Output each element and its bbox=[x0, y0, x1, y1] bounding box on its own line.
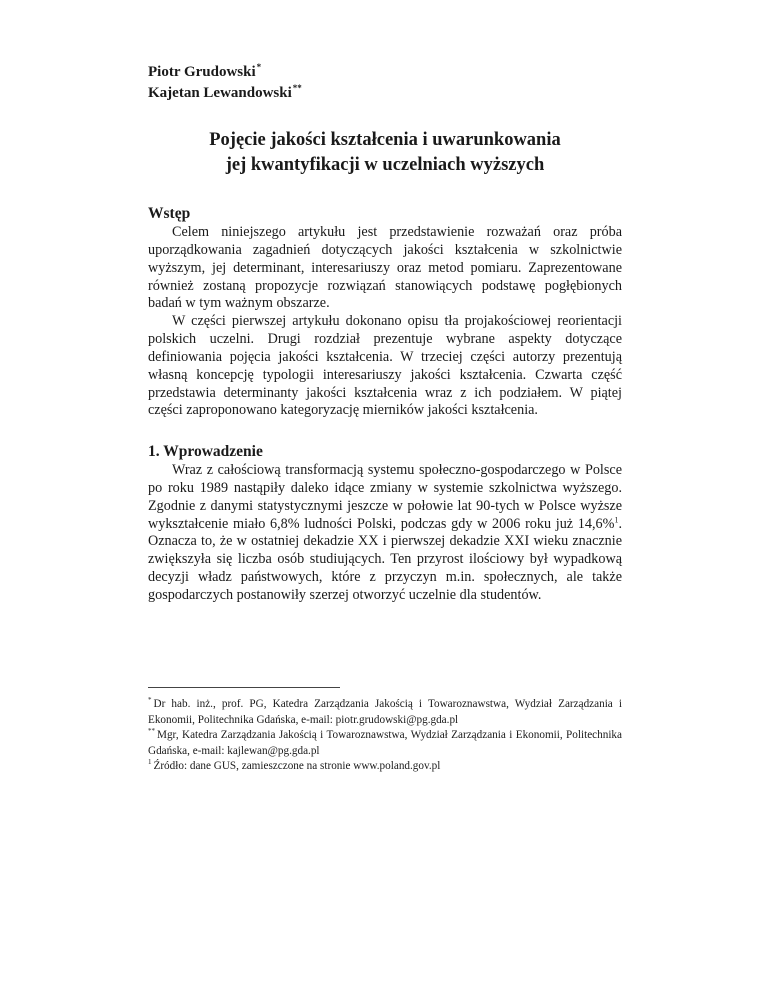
paragraph: W części pierwszej artykułu dokonano opisu tła projakościowej reorientacji polskich uczelni. Drugi rozdział prezentuje wybrane aspekty dotyczące definiowania pojęcia jakości kształcenia. W trzeciej części autorzy prezentują własną koncepcję typologii interesariuszy jakości kształcenia. Czwarta część przedstawia determinanty jakości kształcenia wraz z ich podziałem. W piątej części zaproponowano kategoryzację mierników jakości kształcenia. bbox=[148, 313, 622, 419]
footnote-marker: * bbox=[256, 62, 262, 72]
article-title bbox=[148, 128, 622, 178]
footnote bbox=[148, 759, 622, 775]
footnote-marker: ** bbox=[148, 727, 155, 736]
paragraph: Celem niniejszego artykułu jest przedstawienie rozważań oraz próba uporządkowania zagadnień dotyczących jakości kształcenia w szkolnictwie wyższym, jej determinant, interesariuszy oraz metod pomiaru. Zaprezentowane również zostaną propozycje rozwiązań stanowiących podstawę pogłębionych badań w tym ważnym obszarze. bbox=[148, 224, 622, 312]
footnote bbox=[148, 728, 622, 759]
footnote-marker: * bbox=[148, 696, 152, 705]
footnote-separator bbox=[148, 687, 340, 688]
paragraph-text: . Oznacza to, że w ostatniej dekadzie XX i pierwszej dekadzie XXI wieku znacznie zwiększyła się liczba osób studiujących. Ten przyrost ilościowy był wypadkową decyzji władz państwowych, które z przyczyn m.in. społecznych, ale także gospodarczych postanowiły szerzej otworzyć uczelnie dla studentów. bbox=[148, 515, 622, 603]
author-name bbox=[148, 83, 302, 104]
section-heading: 1. Wprowadzenie bbox=[148, 443, 263, 460]
author-list bbox=[148, 62, 302, 104]
title-line: Pojęcie jakości kształcenia i uwarunkowania bbox=[209, 130, 561, 150]
footnote-reference: 1 bbox=[614, 514, 619, 524]
section-wprowadzenie bbox=[148, 441, 622, 605]
paragraph bbox=[148, 462, 622, 605]
footnote-text: Mgr, Katedra Zarządzania Jakością i Towaroznawstwa, Wydział Zarządzania i Ekonomii, Politechnika Gdańska, e-mail: kajlewan@pg.gda.pl bbox=[148, 729, 622, 757]
title-line: jej kwantyfikacji w uczelniach wyższych bbox=[225, 155, 545, 175]
footnote-marker: 1 bbox=[148, 758, 152, 767]
section-heading: Wstęp bbox=[148, 205, 191, 222]
author-name-text: Piotr Grudowski bbox=[148, 64, 256, 80]
author-name-text: Kajetan Lewandowski bbox=[148, 85, 292, 101]
footnote-marker: ** bbox=[292, 83, 302, 93]
footnote-text: Źródło: dane GUS, zamieszczone na stronie www.poland.gov.pl bbox=[153, 760, 441, 772]
paragraph-text: Wraz z całościową transformacją systemu społeczno-gospodarczego w Polsce po roku 1989 nastąpiły daleko idące zmiany w systemie szkolnictwa wyższego. Zgodnie z danymi statystycznymi jeszcze w połowie lat 90-tych w Polsce wyższe wykształcenie miało 6,8% ludności Polski, podczas gdy w 2006 roku już 14,6% bbox=[148, 462, 622, 532]
author-name bbox=[148, 62, 302, 83]
footnote bbox=[148, 697, 622, 728]
footnotes bbox=[148, 697, 622, 775]
footnote-text: Dr hab. inż., prof. PG, Katedra Zarządzania Jakością i Towaroznawstwa, Wydział Zarządzania i Ekonomii, Politechnika Gdańska, e-mail: piotr.grudowski@pg.gda.pl bbox=[148, 698, 622, 726]
section-introduction-wstep bbox=[148, 203, 622, 420]
